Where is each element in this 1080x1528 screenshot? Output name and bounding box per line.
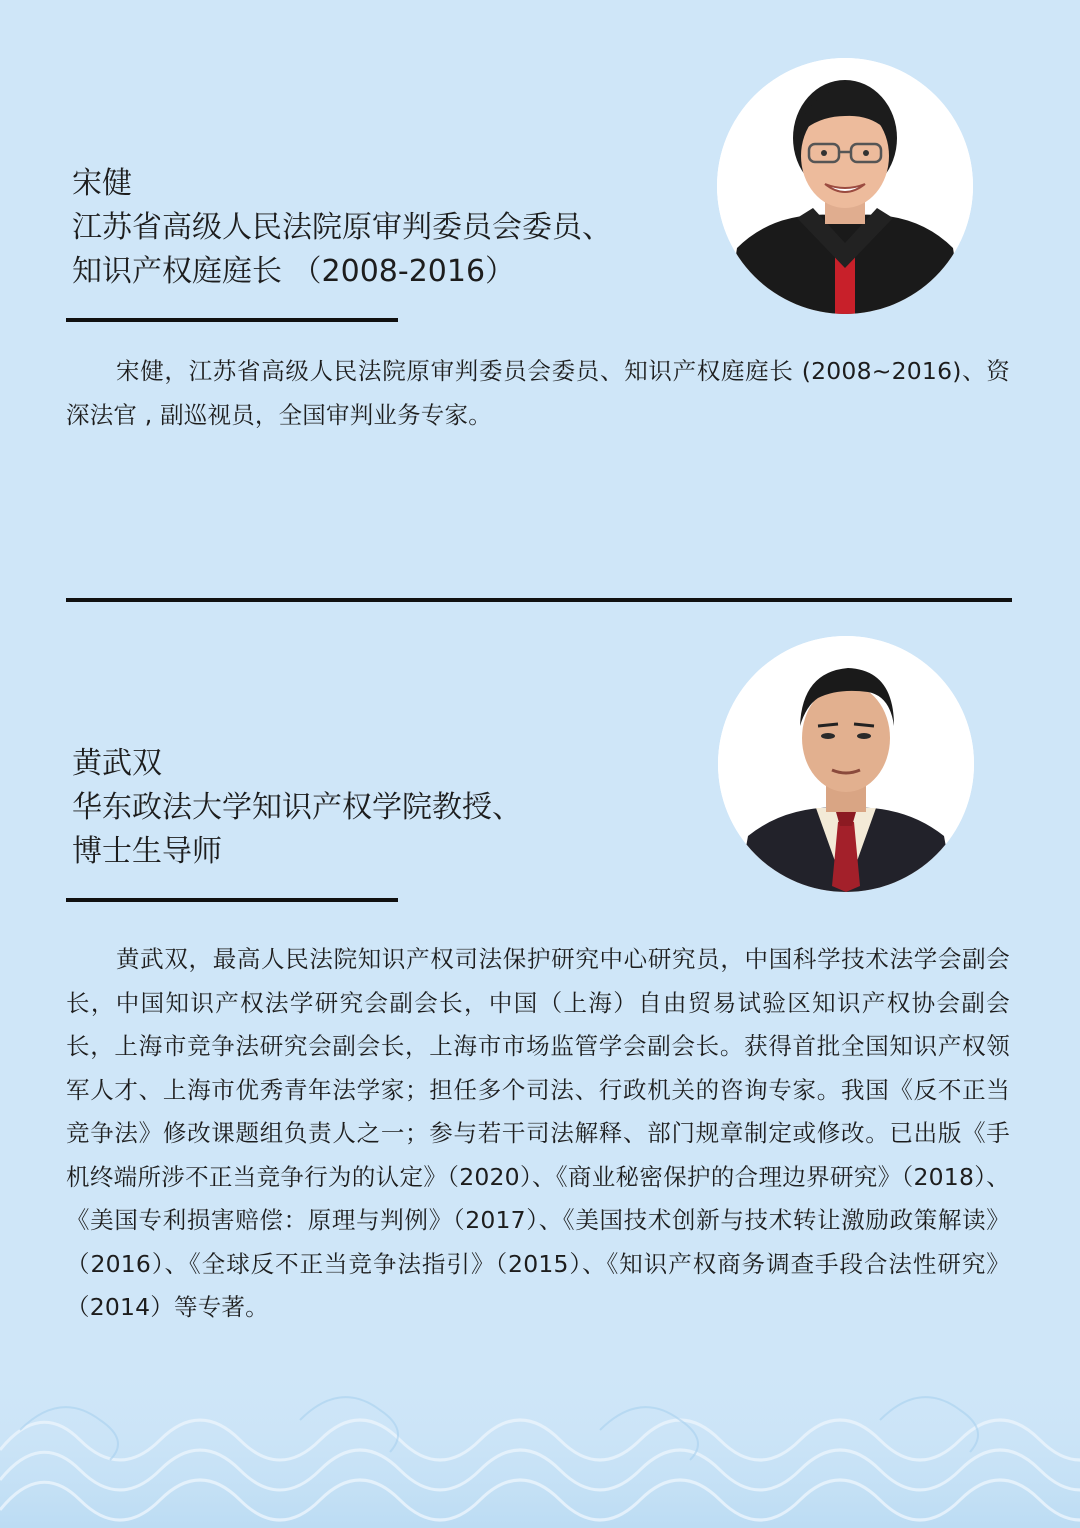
- person1-divider: [66, 318, 398, 322]
- man-portrait-icon: [718, 636, 974, 892]
- section-divider: [66, 598, 1012, 602]
- person1-title-line2: 知识产权庭庭长 （2008-2016）: [72, 254, 516, 289]
- person1-title-line1: 江苏省高级人民法院原审判委员会委员、: [72, 210, 612, 245]
- person1-heading: [72, 162, 612, 294]
- woman-portrait-icon: [717, 58, 973, 314]
- person2-divider: [66, 898, 398, 902]
- person2-name: 黄武双: [72, 746, 162, 781]
- person2-title-line2: 博士生导师: [72, 834, 222, 869]
- wave-pattern-decoration: [0, 1360, 1080, 1528]
- portrait-photo-man: [718, 636, 974, 892]
- person1-bio: 宋健，江苏省高级人民法院原审判委员会委员、知识产权庭庭长 (2008~2016)、资深法官 , 副巡视员，全国审判业务专家。: [66, 357, 1010, 429]
- person1-name: 宋健: [72, 166, 132, 201]
- portrait-photo-woman: [717, 58, 973, 314]
- person2-title-line1: 华东政法大学知识产权学院教授、: [72, 790, 522, 825]
- person2-bio: 黄武双，最高人民法院知识产权司法保护研究中心研究员，中国科学技术法学会副会长，中国知识产权法学研究会副会长，中国（上海）自由贸易试验区知识产权协会副会长，上海市竞争法研究会副会长，上海市市场监管学会副会长。获得首批全国知识产权领军人才、上海市优秀青年法学家；担任多个司法、行政机关的咨询专家。我国《反不正当竞争法》修改课题组负责人之一；参与若干司法解释、部门规章制定或修改。已出版《手机终端所涉不正当竞争行为的认定》（2020）、《商业秘密保护的合理边界研究》（2018）、《美国专利损害赔偿：原理与判例》（2017）、《美国技术创新与技术转让激励政策解读》（2016）、《全球反不正当竞争法指引》（2015）、《知识产权商务调查手段合法性研究》（2014）等专著。: [66, 945, 1010, 1321]
- person2-heading: [72, 742, 522, 874]
